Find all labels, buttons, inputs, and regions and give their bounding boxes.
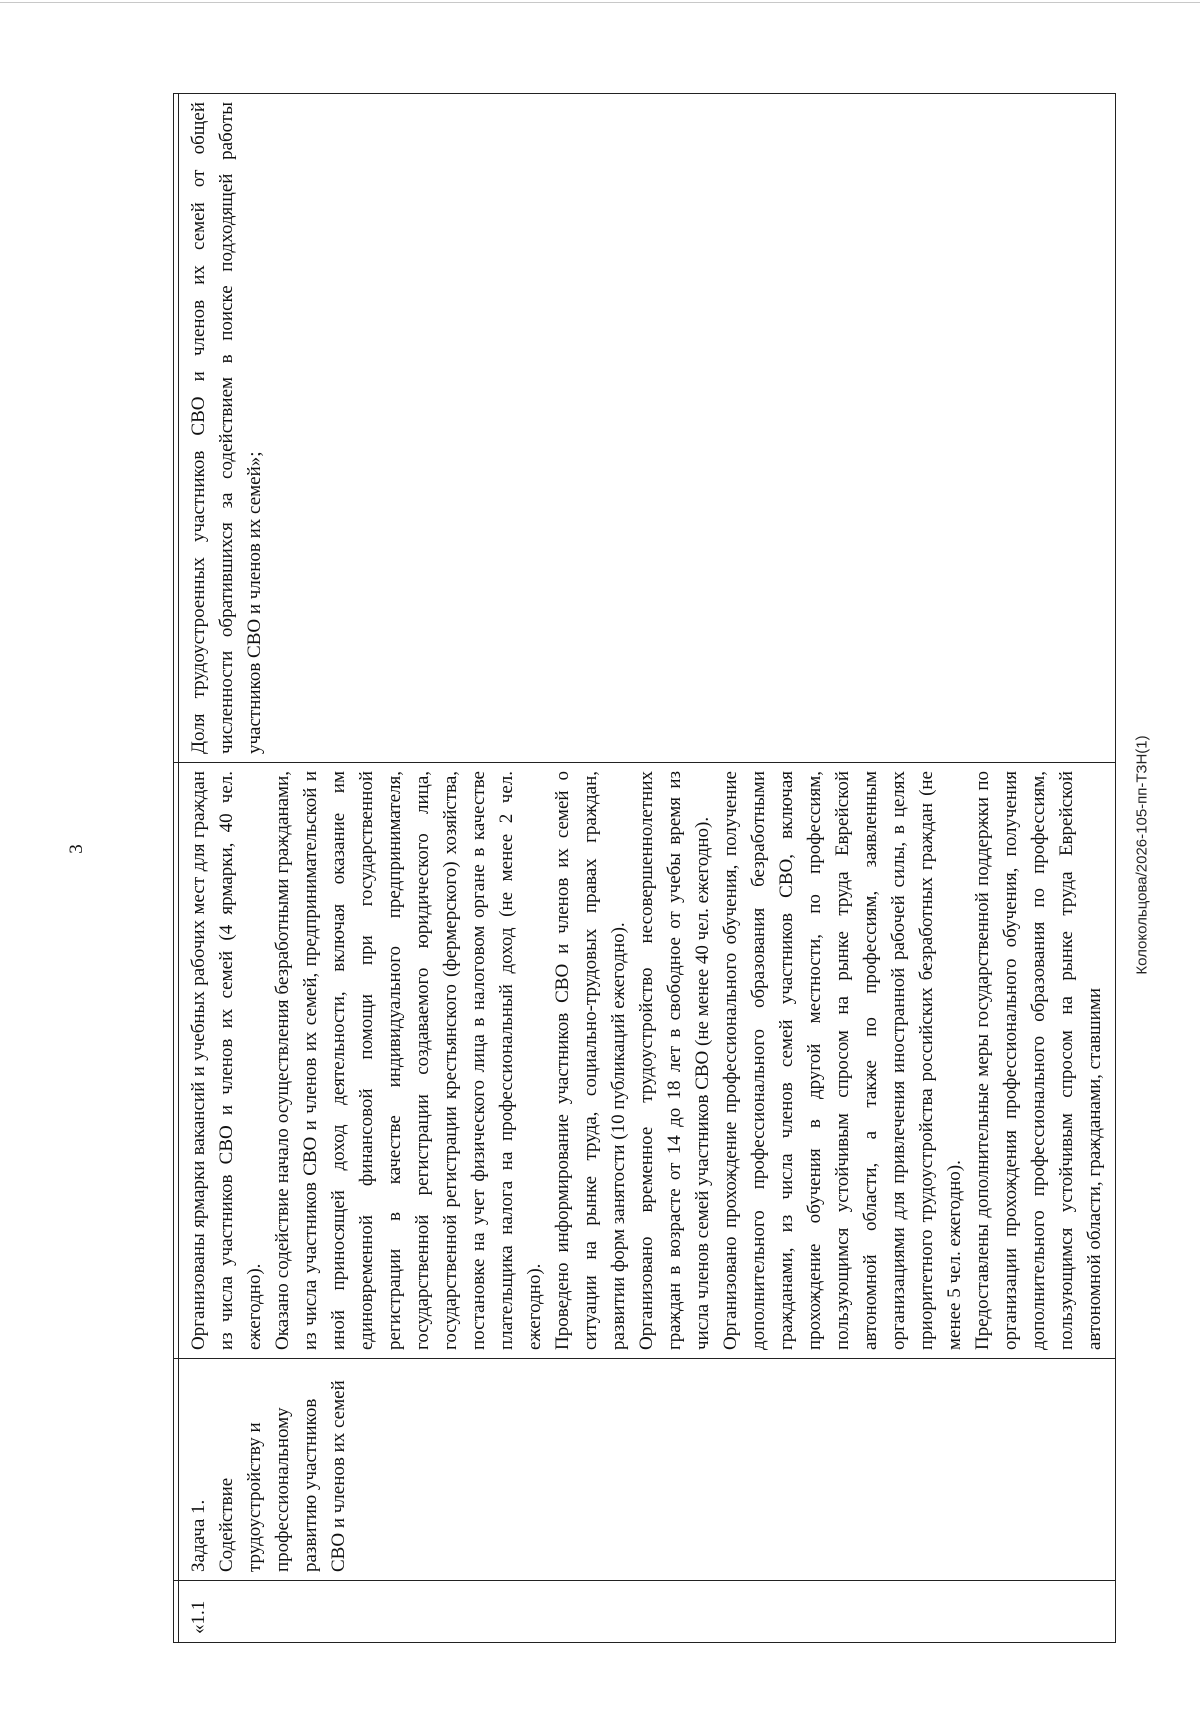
activity-paragraph: Организованы ярмарки вакансий и учебных рабочих мест для граждан из числа участников СВО и членов их семей (4 ярмарки, 40 чел. ежегодно).: [188, 771, 265, 1350]
activity-paragraph: Организовано временное трудоустройство несовершеннолетних граждан в возрасте от 14 до 18 лет в свободное от учебы время из числа членов семей участников СВО (не менее 40 чел. ежегодно).: [636, 771, 713, 1350]
activity-paragraph: Организовано прохождение профессионального обучения, получение дополнительного профессионального образования безработными гражданами, из числа членов семей участников СВО, включая прохождение обучения в другой местности, по профессиям, пользующимся устойчивым спросом на рынке труда Еврейской автономной области, а также по профессиям, заявленным организациями для привлечения иностранной рабочей силы, в целях приоритетного трудоустройства российских безработных граждан (не менее 5 чел. ежегодно).: [720, 771, 965, 1350]
rotated-table: [173, 93, 1105, 1643]
table-row: [179, 94, 1116, 1643]
task-title: Задача 1.: [188, 1499, 209, 1572]
top-scan-line: [0, 2, 1200, 3]
activities-cell: [179, 763, 1116, 1359]
indicator-text: Доля трудоустроенных участников СВО и членов их семей от общей численности обратившихся за содействием в поиске подходящей работы участников СВО и членов их семей»;: [188, 102, 265, 754]
row-number-cell: «1.1: [179, 1581, 1116, 1643]
indicator-cell: [179, 94, 1116, 763]
activity-paragraph: Предоставлены дополнительные меры государственной поддержки по организации прохождения профессионального обучения, получения дополнительного профессионального образования по профессиям, пользующимся устойчивым спросом на рынке труда Еврейской автономной области, гражданами, ставшими: [972, 771, 1105, 1350]
activity-paragraph: Оказано содействие начало осуществления безработными гражданами, из числа участников СВО и членов их семей, предпринимательской и иной приносящей доход деятельности, включая оказание им единовременной финансовой помощи при государственной регистрации в качестве индивидуального предпринимателя, государственной регистрации создаваемого юридического лица, государственной регистрации крестьянского (фермерского) хозяйства, постановке на учет физического лица в налоговом органе в качестве плательщика налога на профессиональный доход (не менее 2 чел. ежегодно).: [272, 771, 545, 1350]
task-cell: [179, 1359, 1116, 1581]
document-code: Колокольцова/2026-105-пп-ТЗН(1): [1133, 735, 1151, 975]
program-table: [173, 93, 1116, 1643]
activity-paragraph: Проведено информирование участников СВО и членов их семей о ситуации на рынке труда, социально-трудовых правах граждан, развитии форм занятости (10 публикаций ежегодно).: [552, 771, 629, 1350]
task-text: Содействие трудоустройству и профессиональному развитию участников СВО и членов их семей: [216, 1380, 349, 1572]
page-number: 3: [65, 844, 87, 854]
